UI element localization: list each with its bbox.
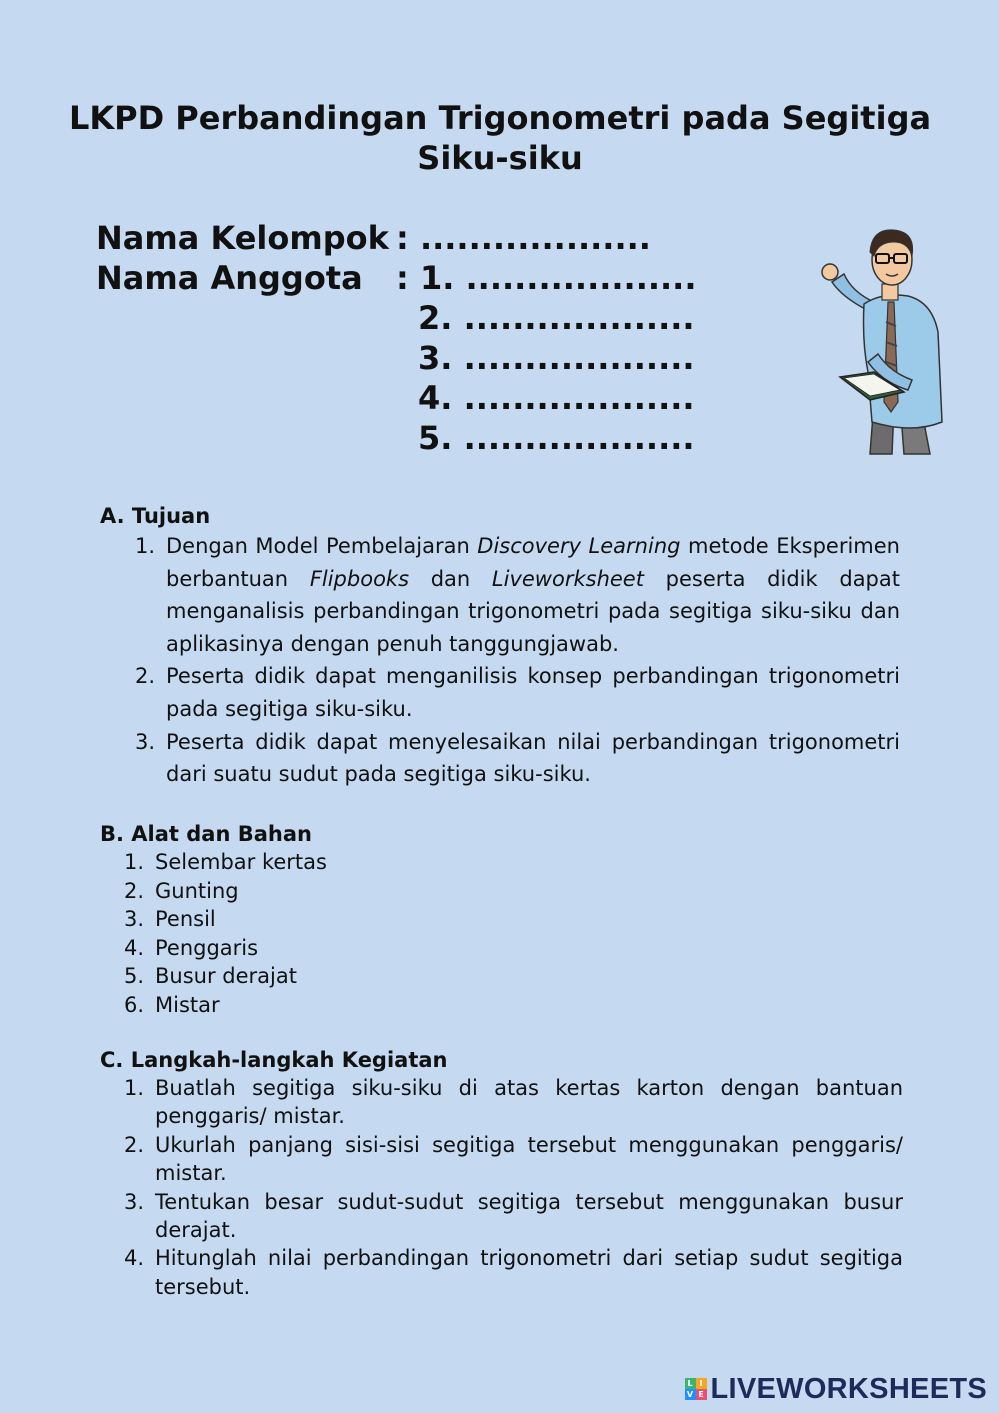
item-number: 4. xyxy=(124,935,145,960)
objective-item xyxy=(100,726,900,791)
section-steps xyxy=(100,1046,903,1301)
item-number: 3. xyxy=(124,907,145,931)
tool-item-text: Mistar xyxy=(155,992,220,1017)
item-number: 1. xyxy=(124,1076,145,1100)
objective-text: Peserta didik dapat menganilisis konsep perbandingan trigonometri pada segitiga siku-siku. xyxy=(166,664,900,721)
item-number: 3. xyxy=(135,729,156,754)
item-number: 5. xyxy=(124,964,145,988)
item-number: 3. xyxy=(124,1189,145,1214)
tool-item xyxy=(100,905,700,934)
objective-item xyxy=(100,660,900,725)
member-field-2[interactable]: 2. ................... xyxy=(418,299,695,337)
objective-text: Discovery Learning xyxy=(477,534,681,558)
item-number: 2. xyxy=(124,878,145,903)
tool-item-text: Busur derajat xyxy=(155,964,297,988)
tool-item xyxy=(100,962,700,991)
tool-item xyxy=(100,877,700,906)
section-objectives xyxy=(100,502,900,791)
step-item-text: Hitunglah nilai perbandingan trigonometri dari setiap sudut segitiga tersebut. xyxy=(155,1246,903,1299)
logo-letter: I xyxy=(696,1378,707,1389)
step-item-text: Tentukan besar sudut-sudut segitiga tersebut menggunakan busur derajat. xyxy=(155,1189,903,1243)
section-tools xyxy=(100,820,700,1019)
logo-letter: V xyxy=(685,1389,696,1400)
objective-text: Liveworksheet xyxy=(491,566,644,591)
step-item xyxy=(100,1188,903,1245)
group-name-label: Nama Kelompok xyxy=(96,219,389,257)
tool-item-text: Selembar kertas xyxy=(155,850,327,874)
liveworksheets-logo-icon xyxy=(685,1378,707,1400)
objective-text: Dengan Model Pembelajaran xyxy=(166,534,478,558)
item-number: 6. xyxy=(124,992,145,1017)
page-title: LKPD Perbandingan Trigonometri pada Segitiga Siku-siku xyxy=(68,99,932,177)
item-number: 2. xyxy=(135,664,156,689)
step-item-text: Ukurlah panjang sisi-sisi segitiga tersebut menggunakan penggaris/ mistar. xyxy=(155,1132,903,1186)
objective-item xyxy=(100,530,900,660)
teacher-illustration xyxy=(812,222,948,458)
item-number: 4. xyxy=(124,1246,145,1271)
objectives-list xyxy=(100,530,900,791)
objective-text: peserta didik dapat menganalisis perbandingan trigonometri pada segitiga siku-siku dan aplikasinya dengan penuh tanggungjawab. xyxy=(166,566,900,656)
objective-text: metode Eksperimen berbantuan xyxy=(166,534,900,591)
liveworksheets-brand xyxy=(685,1372,988,1406)
tool-item xyxy=(100,848,700,877)
item-number: 1. xyxy=(124,850,145,874)
objective-text: Flipbooks xyxy=(309,566,410,591)
tools-list xyxy=(100,848,700,1019)
member-field-1[interactable]: : 1. ................... xyxy=(396,259,697,297)
step-item xyxy=(100,1244,903,1301)
logo-letter: L xyxy=(685,1378,696,1389)
step-item xyxy=(100,1131,903,1188)
step-item xyxy=(100,1074,903,1131)
tool-item-text: Gunting xyxy=(155,878,239,903)
logo-letter: E xyxy=(696,1389,707,1400)
member-field-4[interactable]: 4. ................... xyxy=(418,379,695,417)
step-item-text: Buatlah segitiga siku-siku di atas kertas karton dengan bantuan penggaris/ mistar. xyxy=(155,1076,903,1129)
member-field-5[interactable]: 5. ................... xyxy=(418,419,695,457)
brand-name: LIVEWORKSHEETS xyxy=(710,1372,987,1405)
member-names-label: Nama Anggota xyxy=(96,259,363,297)
tool-item xyxy=(100,934,700,963)
tool-item xyxy=(100,991,700,1020)
tool-item-text: Pensil xyxy=(155,907,216,931)
item-number: 1. xyxy=(135,534,156,558)
steps-list xyxy=(100,1074,903,1301)
objective-text: dan xyxy=(409,566,492,591)
item-number: 2. xyxy=(124,1132,145,1157)
section-c-heading: C. Langkah-langkah Kegiatan xyxy=(100,1048,448,1072)
group-name-field[interactable]: : ................... xyxy=(396,219,651,257)
tool-item-text: Penggaris xyxy=(155,935,259,960)
member-field-3[interactable]: 3. ................... xyxy=(418,339,695,377)
section-b-heading: B. Alat dan Bahan xyxy=(100,822,312,846)
objective-text: Peserta didik dapat menyelesaikan nilai perbandingan trigonometri dari suatu sudut pada segitiga siku-siku. xyxy=(166,729,900,787)
section-a-heading: A. Tujuan xyxy=(100,504,211,528)
